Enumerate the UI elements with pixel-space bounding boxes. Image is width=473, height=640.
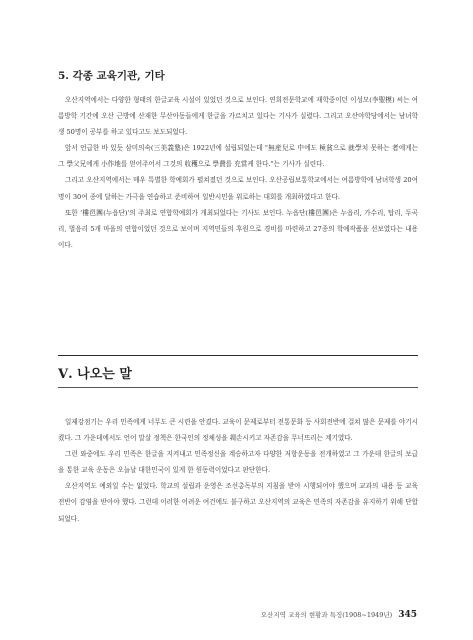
section-paragraph-3: 그리고 오산지역에서는 매우 특별한 학예회가 펼쳐졌던 것으로 보인다. 오산공립보통학교에서는 여름방학에 남녀학생 20여명이 30여 종에 달하는 가극을 연습하고 준비하여 일반시민을 위로하는 대회를 개최하였다고 한다.: [58, 176, 418, 201]
chapter-paragraph-2: 그런 와중에도 우리 민족은 한글을 지켜내고 민족정신을 계승하고자 다양한 저항운동을 전개하였고 그 가운데 한글의 보급을 통한 교육 운동은 오늘날 대한민국이 있게 한 원동력이었다고 판단한다.: [58, 450, 418, 475]
section-title: 5. 각종 교육기관, 기타: [58, 70, 165, 82]
section-paragraph-2: 앞서 언급한 바 있듯 삼미의숙(三美義塾)은 1922년에 설립되었는데 "無産兒로 中에도 極貧으로 就學치 못하는 者에게는 그 學父兄에게 小作地를 얻어주어서 그것의 收穫으로 學費를 充當케 한다."는 기사가 실린다.: [58, 144, 418, 169]
section-paragraph-4: 또한 '樓邑團(누읍단)'의 주최로 연합학예회가 개최되었다는 기사도 보인다. 누읍단(樓邑團)은 누읍리, 가수리, 탑리, 두곡리, 벌음리 5개 마을의 연합이었던 것으로 보이며 지역민들의 후원으로 경비를 마련하고 27종의 학예작품을 선보였다는 내용이다.: [58, 208, 418, 249]
running-title: 오산지역 교육의 현황과 특징(1908~1949년): [260, 611, 393, 619]
chapter-rule-top: [58, 355, 418, 356]
page-number: 345: [398, 610, 417, 620]
chapter-rule-bottom: [58, 387, 418, 388]
chapter-paragraph-3: 오산지역도 예외일 수는 없었다. 학교의 설립과 운영은 조선총독부의 지침을 받아 시행되어야 했으며 교과의 내용 등 교육 전반이 감염을 받아야 했다. 그런데 이러한 어려운 여건에도 불구하고 오산지역의 교육은 민족의 자존감을 유지하기 위해 단합되었다.: [58, 482, 418, 523]
chapter-title: Ⅴ. 나오는 말: [58, 367, 132, 382]
section-body: [58, 92, 418, 253]
section-paragraph-1: 오산지역에서는 다양한 형태의 한글교육 시설이 있었던 것으로 보인다. 연희전문학교에 재학중이던 이성모(李聖模) 씨는 여름방학 기간에 오산 근방에 산재한 무산아동들에게 한글을 가르치고 있다는 기사가 실렸다. 그리고 오산야학당에서는 남녀학생 50명이 공부를 하고 있다고도 보도되었다.: [58, 96, 418, 137]
chapter-body: [58, 414, 418, 527]
page-footer: [261, 610, 417, 620]
chapter-paragraph-1: 일제강점기는 우리 민족에게 너무도 큰 시련을 안겼다. 교육이 문제로부터 전통문화 등 사회전반에 걸쳐 많은 문제를 야기시켰다. 그 가운데에서도 언어 말살 정책은 한국인의 정체성을 훼손시키고 자존감을 무너뜨리는 계기였다.: [58, 418, 418, 443]
